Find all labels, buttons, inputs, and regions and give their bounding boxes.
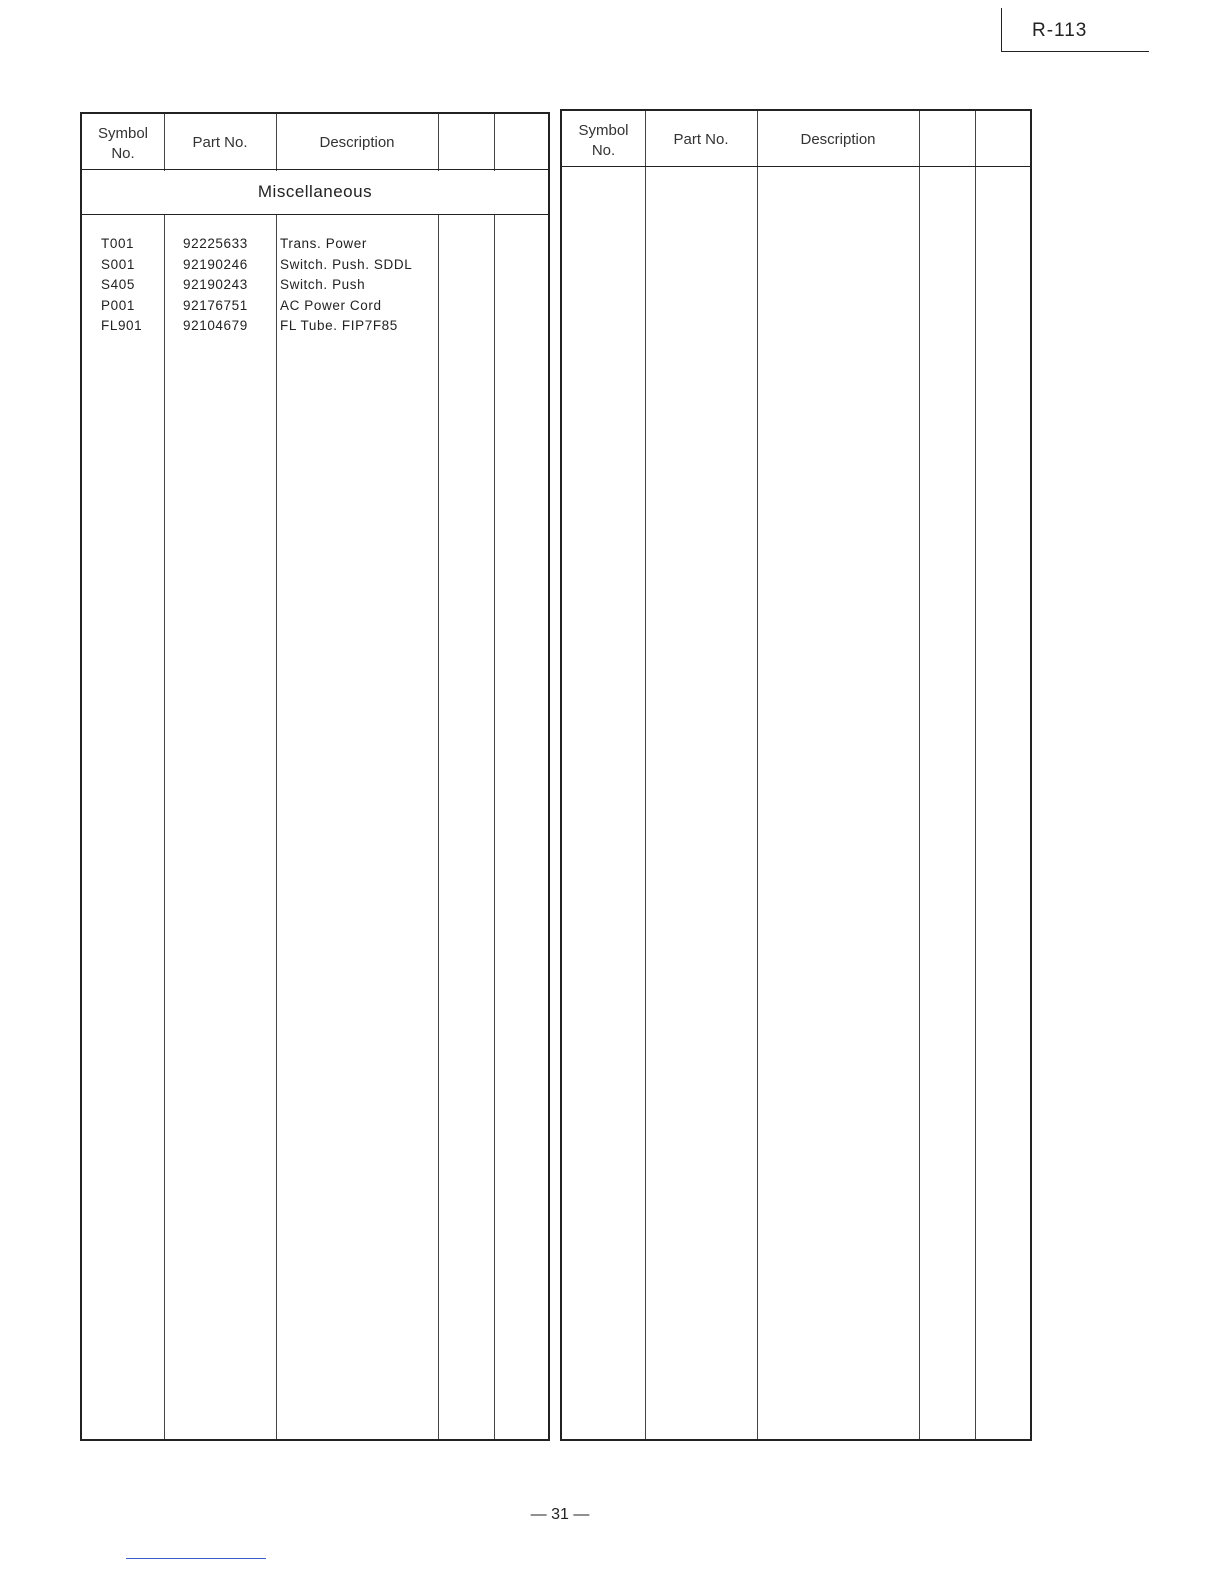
- scan-edge-mark: [80, 540, 82, 586]
- parts-table-right: [560, 109, 1032, 1441]
- section-title: Miscellaneous: [257, 182, 373, 201]
- header-description: Description: [800, 131, 876, 148]
- header-divider: [562, 166, 1030, 167]
- page-number: — 31 —: [530, 1506, 590, 1523]
- table-row: [82, 236, 548, 257]
- part-no-cell: 92104679: [183, 318, 248, 333]
- symbol-cell: S001: [101, 256, 135, 272]
- description-cell: FL Tube. FIP7F85: [280, 318, 398, 333]
- parts-table-left: [80, 112, 550, 1441]
- symbol-cell: FL901: [101, 318, 143, 333]
- decorative-line: [126, 1558, 266, 1559]
- description-cell: Switch. Push. SDDL: [280, 256, 413, 272]
- column-divider: [975, 111, 976, 1439]
- table-row: [82, 257, 548, 278]
- parts-list: [82, 236, 548, 339]
- header-description: Description: [319, 134, 395, 151]
- table-row: [82, 318, 548, 339]
- header-part-no: Part No.: [673, 131, 729, 148]
- header-symbol-line2: No.: [591, 142, 616, 159]
- header-symbol-line1: Symbol: [578, 122, 629, 139]
- part-no-cell: 92190243: [183, 277, 248, 292]
- symbol-cell: S405: [101, 277, 135, 292]
- section-band: [82, 171, 548, 214]
- header-part-no: Part No.: [192, 134, 248, 151]
- header-symbol-line2: No.: [111, 145, 135, 162]
- part-no-cell: 92190246: [183, 256, 248, 272]
- table-row: [82, 298, 548, 319]
- section-divider: [82, 214, 548, 215]
- header-symbol-line1: Symbol: [97, 125, 149, 142]
- symbol-cell: T001: [101, 236, 135, 251]
- description-cell: Trans. Power: [280, 236, 367, 251]
- table-row: [82, 277, 548, 298]
- header-symbol-no: [82, 124, 164, 164]
- page-code-box: [1001, 8, 1149, 52]
- page-code: R-113: [1032, 20, 1088, 41]
- description-cell: AC Power Cord: [280, 297, 382, 313]
- header-divider: [82, 169, 548, 170]
- column-divider: [757, 111, 758, 1439]
- header-symbol-no: [562, 121, 645, 161]
- symbol-cell: P001: [101, 297, 135, 313]
- description-cell: Switch. Push: [280, 277, 366, 292]
- part-no-cell: 92176751: [183, 297, 248, 313]
- column-divider: [919, 111, 920, 1439]
- scan-edge-mark: [80, 1175, 82, 1235]
- column-divider: [645, 111, 646, 1439]
- part-no-cell: 92225633: [183, 236, 248, 251]
